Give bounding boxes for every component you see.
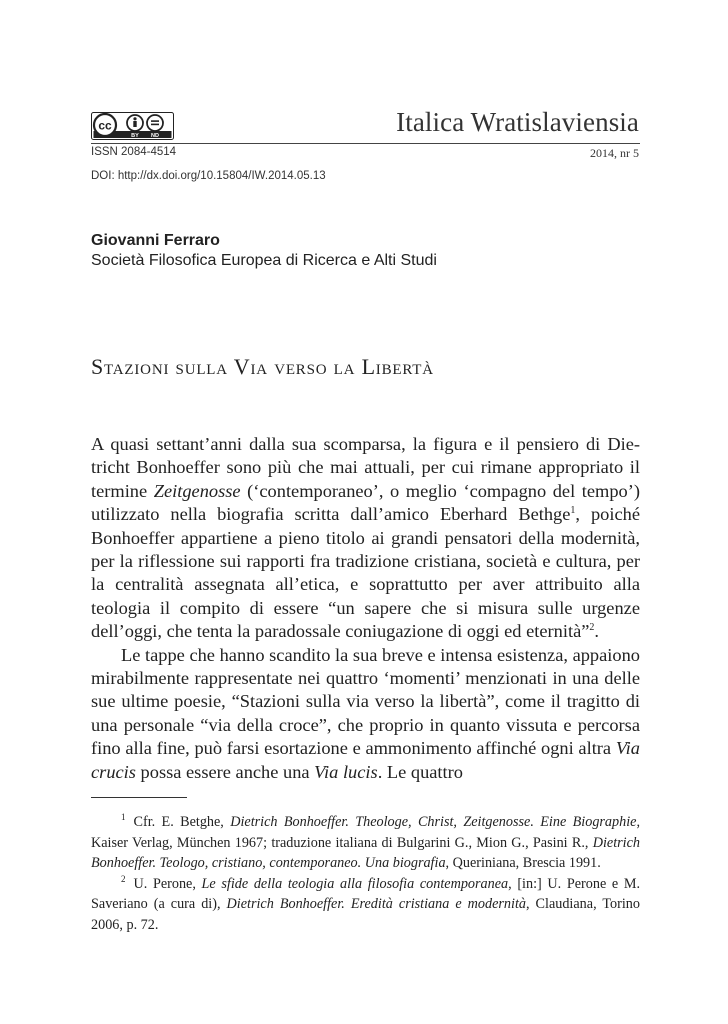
article-body (91, 433, 640, 784)
footnote-ref-2[interactable]: 2 (589, 622, 595, 634)
footnote-ref-1[interactable]: 1 (570, 505, 576, 517)
body-paragraph-1: A quasi settant’anni dalla sua scomparsa, la figura e il pensiero di Dietricht Bonhoeffer sono più che mai attuali, per cui rimane appropriato il termine Zeitgenosse (‘contemporaneo’, o meglio ‘compagno del tempo’) utilizzato nella biografia scritta dall’amico Eberhard Bethge$^1$, poiché Bonhoeffer appartiene a pieno titolo ai grandi pensatori della modernità, per la riflessione sui rapporti fra tradizione cristiana, società e cultura, per la centralità assegnata all’etica, e soprattutto per aver attribuito alla teologia il compito di essere “un sapere che si misura sulle urgenze dell’oggi, che tenta la paradossale coniugazione di oggi ed eternità”$^2$. (91, 434, 641, 642)
issue-number: 2014, nr 5 (590, 146, 639, 160)
issn: ISSN 2084-4514 (91, 146, 177, 158)
footnotes (91, 812, 640, 935)
footnote-1: $^1$ Cfr. E. Betghe, Dietrich Bonhoeffer. Theologe, Christ, Zeitgenosse. Eine Biographie, Kaiser Verlag, München 1967; traduzione italiana di Bulgarini G., Mion G., Pasini R., Dietrich Bonhoeffer. Teologo, cristiano, contemporaneo. Una biografia, Queriniana, Brescia 1991. (91, 812, 640, 871)
cc-label: cc (98, 118, 112, 133)
article-title: Stazioni sulla Via verso la Libertà (91, 354, 434, 379)
cc-by-nd-license-badge (91, 112, 174, 140)
header-divider (91, 143, 640, 144)
cc-by-nd-icon (91, 112, 174, 140)
journal-title: Italica Wratislaviensia (396, 107, 639, 137)
footnote-divider (91, 797, 187, 798)
doi-link[interactable]: DOI: http://dx.doi.org/10.15804/IW.2014.05.13 (91, 170, 326, 182)
body-paragraph-2: Le tappe che hanno scandito la sua breve e intensa esistenza, appaiono mirabilmente rappresentate nei quattro ‘momenti’ menzionati in una delle sue ultime poesie, “Stazioni sulla via verso la libertà”, come il tragitto di una personale “via della croce”, che proprio in quanto vissuta e percorsa fino alla fine, può farsi esortazione e ammonimento affinché ogni altra Via crucis possa essere anche una Via lucis. Le quattro (91, 644, 640, 782)
author-name: Giovanni Ferraro (91, 232, 220, 249)
footnote-2: $^2$ U. Perone, Le sfide della teologia alla filosofia contemporanea, [in:] U. Perone e M. Saveriano (a cura di), Dietrich Bonhoeffer. Eredità cristiana e modernità, Claudiana, Torino 2006, p. 72. (91, 873, 641, 933)
author-affiliation: Società Filosofica Europea di Ricerca e Alti Studi (91, 252, 437, 269)
nd-label: ND (151, 133, 159, 139)
by-label: BY (131, 133, 139, 139)
